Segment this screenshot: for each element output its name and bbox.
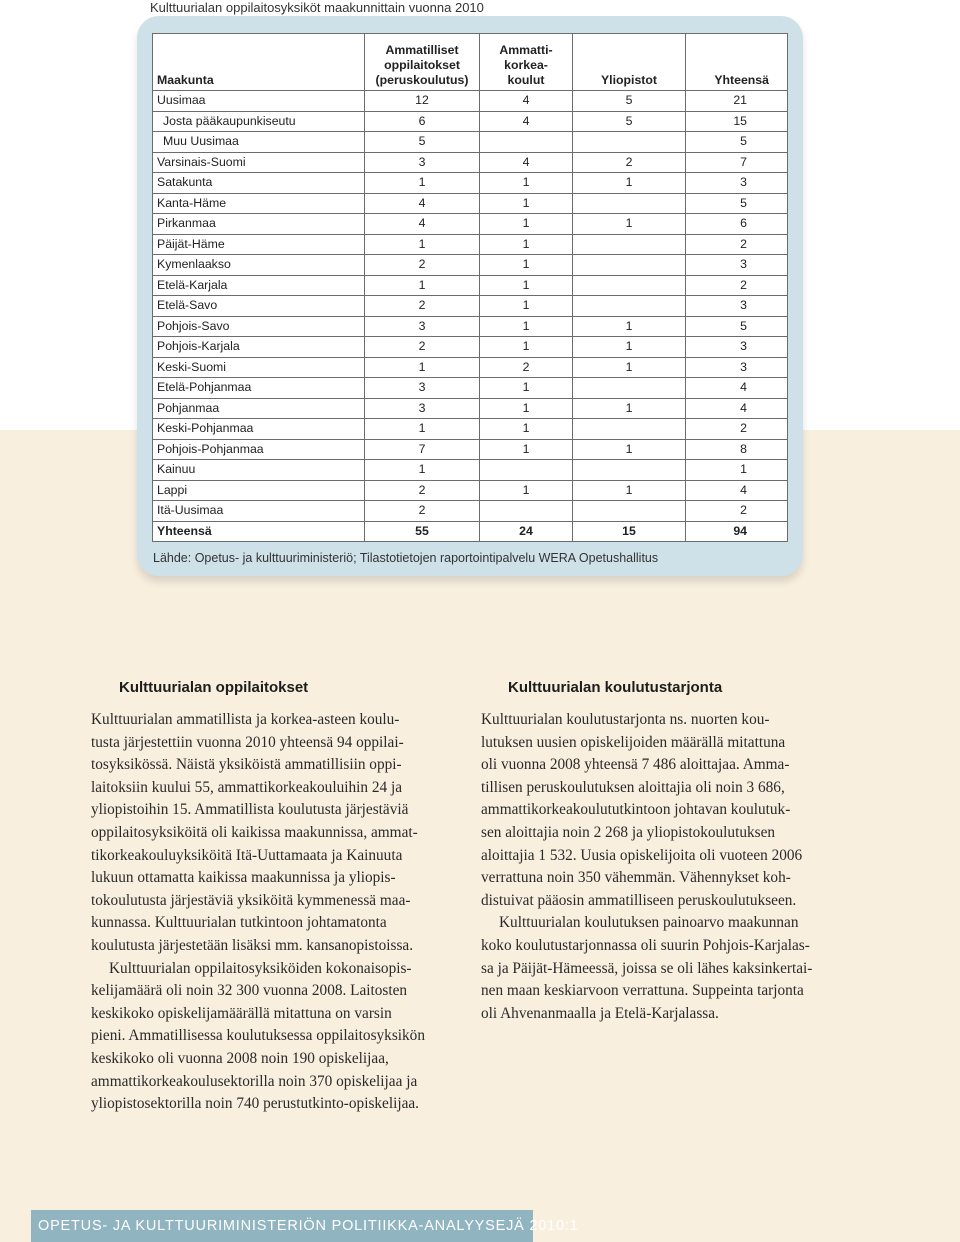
total-cell: 4: [686, 378, 788, 399]
header-vocational-line-1: Ammatilliset: [385, 43, 459, 57]
region-cell: Kymenlaakso: [153, 255, 365, 276]
total-cell: 8: [686, 439, 788, 460]
polytechnic-cell: 1: [480, 296, 573, 317]
total-vocational-cell: 55: [365, 521, 480, 542]
text-line: tokoulutusta järjestäviä yksiköitä kymmenessä maa-: [91, 891, 411, 909]
total-cell: 6: [686, 214, 788, 235]
total-cell: 5: [686, 316, 788, 337]
header-vocational-line-2: oppilaitokset: [384, 58, 460, 72]
table-caption: Kulttuurialan oppilaitosyksiköt maakunnittain vuonna 2010: [150, 0, 484, 15]
vocational-cell: 2: [365, 255, 480, 276]
polytechnic-cell: 1: [480, 398, 573, 419]
text-line: kunnassa. Kulttuurialan tutkintoon johtamatonta: [91, 914, 387, 932]
header-region: Maakunta: [153, 34, 365, 91]
text-line: lukuun ottamatta kaikissa maakunnissa ja yliopis-: [91, 869, 396, 887]
university-cell: [573, 460, 686, 481]
grand-total-cell: 94: [686, 521, 788, 542]
header-polytechnic-line-1: Ammatti-: [499, 43, 553, 57]
left-heading: Kulttuurialan oppilaitokset: [119, 679, 309, 696]
table-row: [153, 419, 788, 440]
total-cell: 5: [686, 193, 788, 214]
region-cell: Keski-Pohjanmaa: [153, 419, 365, 440]
text-line: nen maan keskiarvoon verrattuna. Suppeinta tarjonta: [481, 982, 804, 1000]
university-cell: [573, 378, 686, 399]
header-total: Yhteensä: [686, 34, 788, 91]
right-body-text: [481, 709, 812, 1025]
region-cell: Päijät-Häme: [153, 234, 365, 255]
text-line: sen aloittajia noin 2 268 ja yliopistokoulutuksen: [481, 823, 776, 841]
header-vocational-line-3: (peruskoulutus): [375, 73, 469, 87]
university-cell: 5: [573, 91, 686, 112]
university-cell: 1: [573, 480, 686, 501]
university-cell: 2: [573, 152, 686, 173]
region-cell: Etelä-Pohjanmaa: [153, 378, 365, 399]
polytechnic-cell: 2: [480, 357, 573, 378]
table-header-row: [153, 34, 788, 91]
polytechnic-cell: 1: [480, 439, 573, 460]
text-line: keskikoko opiskelijamäärällä mitattuna on varsin: [91, 1004, 392, 1022]
vocational-cell: 2: [365, 501, 480, 522]
text-line: Kulttuurialan koulutustarjonta ns. nuorten kou-: [481, 711, 770, 728]
left-body-text: [91, 709, 425, 1116]
table-row: [153, 275, 788, 296]
total-cell: 4: [686, 480, 788, 501]
table-row: [153, 398, 788, 419]
total-cell: 5: [686, 132, 788, 153]
vocational-cell: 3: [365, 316, 480, 337]
table-row: [153, 214, 788, 235]
region-cell: Pohjois-Karjala: [153, 337, 365, 358]
polytechnic-cell: [480, 501, 573, 522]
vocational-cell: 1: [365, 275, 480, 296]
header-university: Yliopistot: [573, 34, 686, 91]
total-cell: 3: [686, 296, 788, 317]
total-label-cell: Yhteensä: [153, 521, 365, 542]
region-cell: Josta pääkaupunkiseutu: [153, 111, 365, 132]
vocational-cell: 1: [365, 173, 480, 194]
vocational-cell: 4: [365, 214, 480, 235]
region-cell: Itä-Uusimaa: [153, 501, 365, 522]
text-line: Kulttuurialan ammatillista ja korkea-asteen koulu-: [91, 711, 400, 728]
text-line: yliopistosektorilla noin 740 perustutkinto-opiskelijaa.: [91, 1095, 419, 1113]
polytechnic-cell: 1: [480, 234, 573, 255]
region-cell: Satakunta: [153, 173, 365, 194]
region-cell: Muu Uusimaa: [153, 132, 365, 153]
table-row: [153, 234, 788, 255]
university-cell: [573, 501, 686, 522]
polytechnic-cell: 4: [480, 111, 573, 132]
total-cell: 2: [686, 419, 788, 440]
polytechnic-cell: 1: [480, 337, 573, 358]
region-cell: Pohjois-Pohjanmaa: [153, 439, 365, 460]
region-cell: Keski-Suomi: [153, 357, 365, 378]
university-cell: 1: [573, 316, 686, 337]
university-cell: 1: [573, 439, 686, 460]
vocational-cell: 2: [365, 480, 480, 501]
vocational-cell: 12: [365, 91, 480, 112]
table-row: [153, 357, 788, 378]
vocational-cell: 2: [365, 296, 480, 317]
text-line: tillisen peruskoulutuksen aloittajia oli noin 3 686,: [481, 778, 785, 796]
table-source: Lähde: Opetus- ja kulttuuriministeriö; Tilastotietojen raportointipalvelu WERA Opetushallitus: [153, 551, 659, 565]
table-row: [153, 501, 788, 522]
region-cell: Kainuu: [153, 460, 365, 481]
polytechnic-cell: 1: [480, 419, 573, 440]
vocational-cell: 1: [365, 357, 480, 378]
region-cell: Pohjois-Savo: [153, 316, 365, 337]
polytechnic-cell: 1: [480, 173, 573, 194]
total-cell: 7: [686, 152, 788, 173]
polytechnic-cell: 1: [480, 378, 573, 399]
text-line: lutuksen uusien opiskelijoiden määrällä mitattuna: [481, 733, 786, 751]
text-line: distuivat pääosin ammatilliseen peruskoulutukseen.: [481, 891, 797, 909]
university-cell: 1: [573, 214, 686, 235]
region-cell: Pohjanmaa: [153, 398, 365, 419]
institutions-table: [152, 33, 788, 542]
total-university-cell: 15: [573, 521, 686, 542]
polytechnic-cell: 1: [480, 316, 573, 337]
text-line: ammattikorkeakoulututkintoon johtavan koulutuk-: [481, 801, 791, 819]
header-polytechnic: [480, 34, 573, 91]
table-total-row: [153, 521, 788, 542]
total-cell: 4: [686, 398, 788, 419]
total-cell: 2: [686, 501, 788, 522]
table-row: [153, 378, 788, 399]
vocational-cell: 1: [365, 460, 480, 481]
table-row: [153, 316, 788, 337]
header-vocational: [365, 34, 480, 91]
table-row: [153, 255, 788, 276]
university-cell: [573, 193, 686, 214]
vocational-cell: 6: [365, 111, 480, 132]
total-cell: 2: [686, 234, 788, 255]
table-row: [153, 193, 788, 214]
region-cell: Uusimaa: [153, 91, 365, 112]
text-line: verrattuna noin 350 vähemmän. Vähennykset koh-: [481, 869, 791, 887]
table-row: [153, 173, 788, 194]
header-polytechnic-line-3: koulut: [507, 73, 545, 87]
text-line: tosyksikössä. Näistä yksiköistä ammatillisiin oppi-: [91, 756, 402, 774]
table-row: [153, 296, 788, 317]
total-cell: 3: [686, 255, 788, 276]
total-cell: 21: [686, 91, 788, 112]
total-cell: 3: [686, 337, 788, 358]
university-cell: 1: [573, 337, 686, 358]
text-line: koulutusta järjestetään lisäksi mm. kansanopistoissa.: [91, 936, 414, 954]
university-cell: 1: [573, 173, 686, 194]
table-row: [153, 337, 788, 358]
vocational-cell: 3: [365, 378, 480, 399]
table-row: [153, 439, 788, 460]
polytechnic-cell: [480, 132, 573, 153]
text-line: oli Ahvenanmaalla ja Etelä-Karjalassa.: [481, 1004, 719, 1022]
vocational-cell: 1: [365, 419, 480, 440]
vocational-cell: 3: [365, 398, 480, 419]
university-cell: [573, 296, 686, 317]
total-cell: 2: [686, 275, 788, 296]
polytechnic-cell: 1: [480, 480, 573, 501]
total-cell: 3: [686, 173, 788, 194]
text-line: oppilaitosyksiköitä oli kaikissa maakunnissa, ammat-: [91, 823, 418, 841]
table-row: [153, 111, 788, 132]
university-cell: [573, 419, 686, 440]
university-cell: 1: [573, 357, 686, 378]
text-line: pieni. Ammatillisessa koulutuksessa oppilaitosyksikön: [91, 1027, 425, 1045]
right-heading: Kulttuurialan koulutustarjonta: [508, 679, 723, 696]
polytechnic-cell: 4: [480, 152, 573, 173]
vocational-cell: 2: [365, 337, 480, 358]
text-line: kelijamäärä oli noin 32 300 vuonna 2008. Laitosten: [91, 982, 408, 1000]
region-cell: Varsinais-Suomi: [153, 152, 365, 173]
polytechnic-cell: 1: [480, 255, 573, 276]
polytechnic-cell: 1: [480, 214, 573, 235]
text-line: Kulttuurialan oppilaitosyksiköiden kokonaisopis-: [109, 959, 412, 977]
table-row: [153, 480, 788, 501]
region-cell: Lappi: [153, 480, 365, 501]
vocational-cell: 5: [365, 132, 480, 153]
total-cell: 3: [686, 357, 788, 378]
polytechnic-cell: 1: [480, 275, 573, 296]
university-cell: [573, 275, 686, 296]
polytechnic-cell: 4: [480, 91, 573, 112]
vocational-cell: 4: [365, 193, 480, 214]
university-cell: 1: [573, 398, 686, 419]
text-line: tusta järjestettiin vuonna 2010 yhteensä 94 oppilai-: [91, 733, 404, 751]
text-line: laitoksiin kuului 55, ammattikorkeakouluihin 24 ja: [91, 778, 402, 796]
footer-title: OPETUS- JA KULTTUURIMINISTERIÖN POLITIIKKA-ANALYYSEJÄ 2010:1: [38, 1218, 579, 1234]
text-line: koko koulutustarjonnassa oli suurin Pohjois-Karjalas-: [481, 936, 810, 954]
total-polytechnic-cell: 24: [480, 521, 573, 542]
table-row: [153, 132, 788, 153]
polytechnic-cell: 1: [480, 193, 573, 214]
university-cell: [573, 234, 686, 255]
region-cell: Etelä-Karjala: [153, 275, 365, 296]
total-cell: 1: [686, 460, 788, 481]
text-line: keskikoko oli vuonna 2008 noin 190 opiskelijaa,: [91, 1049, 389, 1067]
total-cell: 15: [686, 111, 788, 132]
region-cell: Kanta-Häme: [153, 193, 365, 214]
vocational-cell: 7: [365, 439, 480, 460]
region-cell: Etelä-Savo: [153, 296, 365, 317]
text-line: aloittajia 1 532. Uusia opiskelijoita oli vuoteen 2006: [481, 846, 803, 864]
polytechnic-cell: [480, 460, 573, 481]
text-line: tikorkeakouluyksiköitä Itä-Uuttamaata ja Kainuuta: [91, 846, 403, 864]
university-cell: 5: [573, 111, 686, 132]
university-cell: [573, 132, 686, 153]
text-line: ammattikorkeakoulusektorilla noin 370 opiskelijaa ja: [91, 1072, 418, 1090]
region-cell: Pirkanmaa: [153, 214, 365, 235]
table-row: [153, 460, 788, 481]
header-polytechnic-line-2: korkea-: [504, 58, 548, 72]
table-row: [153, 152, 788, 173]
university-cell: [573, 255, 686, 276]
text-line: oli vuonna 2008 yhteensä 7 486 aloittajaa. Amma-: [481, 756, 790, 774]
table-row: [153, 91, 788, 112]
vocational-cell: 1: [365, 234, 480, 255]
text-line: sa ja Päijät-Hämeessä, joissa se oli lähes kaksinkertai-: [481, 959, 813, 977]
vocational-cell: 3: [365, 152, 480, 173]
text-line: Kulttuurialan koulutuksen painoarvo maakunnan: [499, 914, 799, 932]
text-line: yliopistoihin 15. Ammatillista koulutusta järjestäviä: [91, 801, 409, 819]
